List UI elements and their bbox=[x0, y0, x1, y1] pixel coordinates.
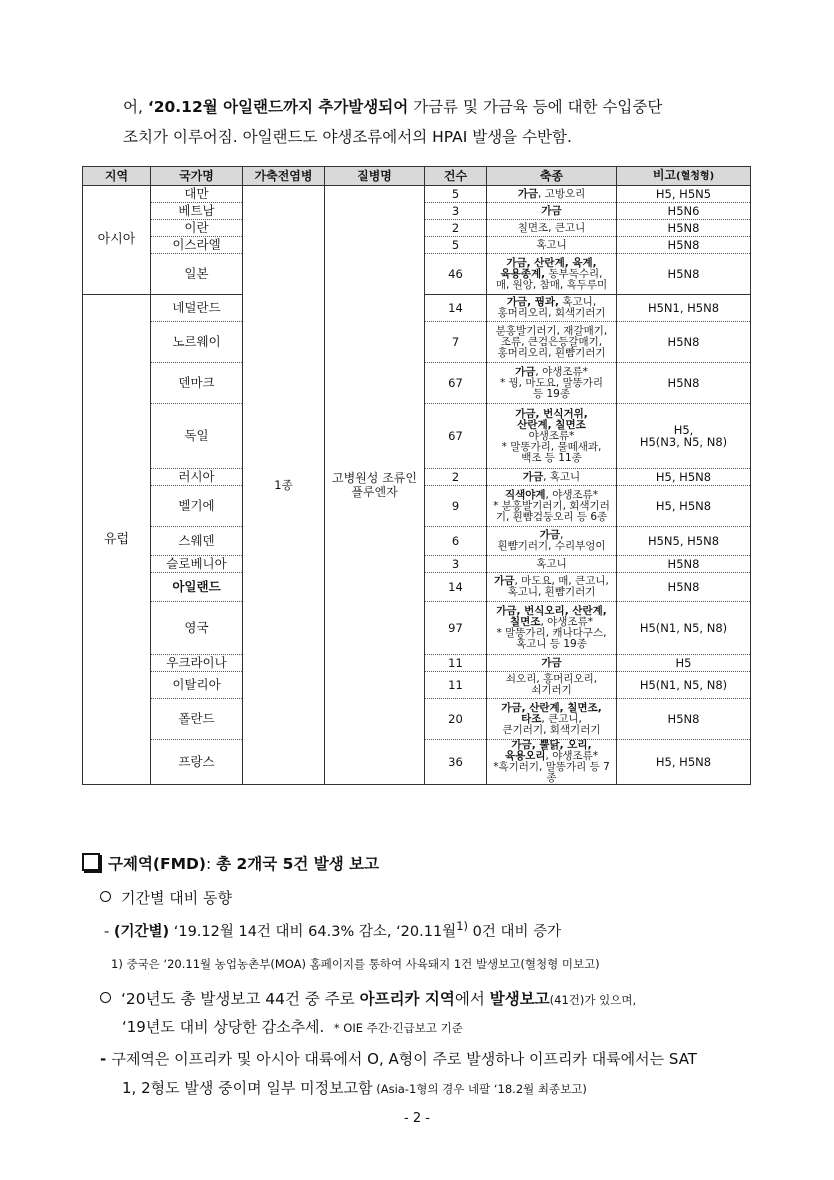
note-cell: H5 bbox=[617, 655, 751, 672]
species-cell: 칠면조, 큰고니 bbox=[487, 220, 617, 237]
period-text: 0건 대비 증가 bbox=[468, 923, 562, 940]
p3-line1-text: 구제역은 이프리카 및 아시아 대륙에서 O, A형이 주로 발생하나 이프리카 대륙에서는 SAT bbox=[111, 1050, 697, 1068]
species-cell: 가금, 뿔닭, 오리, 육용오리, 야생조류* *흑기러기, 말똥가리 등 7종 bbox=[487, 740, 617, 785]
fmd-section-title bbox=[82, 852, 379, 874]
intro-text: 어, bbox=[123, 98, 148, 116]
intro-bold-text: ‘20.12월 아일랜드까지 추가발생되어 bbox=[147, 98, 409, 116]
note-cell: H5N5, H5N8 bbox=[617, 527, 751, 556]
note-cell: H5N8 bbox=[617, 237, 751, 254]
fmd-title-summary: 총 2개국 5건 발생 보고 bbox=[216, 855, 380, 873]
species-cell: 가금 bbox=[487, 203, 617, 220]
species-cell: 가금 bbox=[487, 655, 617, 672]
country-cell: 폴란드 bbox=[151, 699, 243, 740]
country-cell: 네덜란드 bbox=[151, 295, 243, 322]
note-cell: H5, H5N8 bbox=[617, 469, 751, 486]
dash-bullet: - bbox=[104, 923, 114, 940]
count-cell: 3 bbox=[425, 203, 487, 220]
footnote-ref: 1) bbox=[456, 919, 469, 933]
header-disease-category: 가축전염병 bbox=[243, 167, 325, 186]
count-cell: 7 bbox=[425, 322, 487, 363]
count-cell: 67 bbox=[425, 363, 487, 404]
country-cell: 이란 bbox=[151, 220, 243, 237]
circle-bullet-icon bbox=[100, 992, 111, 1003]
fmd-sub-heading bbox=[100, 887, 232, 908]
count-cell: 5 bbox=[425, 186, 487, 203]
fmd-paragraph-3 bbox=[100, 1048, 697, 1069]
species-cell: 가금, 산란계, 칠면조, 타조, 큰고니, 큰기러기, 회색기러기 bbox=[487, 699, 617, 740]
disease-category-cell: 1종 bbox=[243, 186, 325, 785]
p2-line2-text: ‘19년도 대비 상당한 감소추세. bbox=[122, 1018, 325, 1036]
note-cell: H5, H5N8 bbox=[617, 740, 751, 785]
dash-bullet: - bbox=[100, 1050, 112, 1068]
table-header-row bbox=[83, 167, 751, 186]
p3-line2-note: (Asia-1형의 경우 네팔 ‘18.2월 최종보고) bbox=[372, 1082, 587, 1096]
note-cell: H5(N1, N5, N8) bbox=[617, 602, 751, 655]
header-note-label: 비고 bbox=[652, 168, 677, 182]
country-cell: 이스라엘 bbox=[151, 237, 243, 254]
note-cell: H5N8 bbox=[617, 363, 751, 404]
circle-bullet-icon bbox=[100, 891, 111, 902]
count-cell: 11 bbox=[425, 672, 487, 699]
country-cell: 슬로베니아 bbox=[151, 556, 243, 573]
fmd-paragraph-2-line2 bbox=[122, 1016, 463, 1037]
country-cell: 스웨덴 bbox=[151, 527, 243, 556]
species-cell: 가금, 혹고니 bbox=[487, 469, 617, 486]
period-text: ‘19.12월 14건 대비 64.3% 감소, ‘20.11월 bbox=[169, 923, 457, 940]
country-cell: 러시아 bbox=[151, 469, 243, 486]
intro-text: 조치가 이루어짐. 아일랜드도 야생조류에서의 HPAI 발생을 수반함. bbox=[123, 128, 572, 146]
note-cell: H5, H5N5 bbox=[617, 186, 751, 203]
note-cell: H5N8 bbox=[617, 322, 751, 363]
header-country: 국가명 bbox=[151, 167, 243, 186]
fmd-paragraph-3-line2 bbox=[122, 1077, 587, 1098]
fmd-period-line bbox=[104, 919, 561, 941]
species-cell: 쇠오리, 홍머리오리, 쇠기러기 bbox=[487, 672, 617, 699]
header-species: 축종 bbox=[487, 167, 617, 186]
fmd-title-colon: : bbox=[205, 855, 217, 873]
species-cell: 혹고니 bbox=[487, 556, 617, 573]
species-cell: 직색야계, 야생조류* * 분홍발기러기, 회색기러 기, 흰뺨검둥오리 등 6종 bbox=[487, 486, 617, 527]
note-cell: H5N8 bbox=[617, 699, 751, 740]
species-cell: 가금, 꿩과, 혹고니, 홍머리오리, 회색기러기 bbox=[487, 295, 617, 322]
species-cell: 가금, 마도요, 매, 큰고니, 혹고니, 흰뺨기러기 bbox=[487, 573, 617, 602]
species-cell: 분홍발기러기, 재갈매기, 조류, 큰검은등갈매기, 홍머리오리, 흰뺨기러기 bbox=[487, 322, 617, 363]
species-cell: 가금, 산란계, 육계, 육용종계, 동부독수리, 매, 원앙, 참매, 흑두루미 bbox=[487, 254, 617, 295]
region-cell: 유럽 bbox=[83, 295, 151, 785]
count-cell: 3 bbox=[425, 556, 487, 573]
page-number: - 2 - bbox=[404, 1111, 430, 1126]
p2-note: * OIE 주간·긴급보고 기준 bbox=[333, 1021, 463, 1035]
p2-text: 에서 bbox=[454, 990, 490, 1008]
count-cell: 5 bbox=[425, 237, 487, 254]
header-note bbox=[617, 167, 751, 186]
p3-line2-text: 1, 2형도 발생 중이며 일부 미정보고함 bbox=[122, 1079, 373, 1097]
note-cell: H5N8 bbox=[617, 573, 751, 602]
note-cell: H5N1, H5N8 bbox=[617, 295, 751, 322]
note-cell: H5N6 bbox=[617, 203, 751, 220]
p2-bold-africa: 아프리카 지역 bbox=[359, 990, 455, 1008]
country-cell: 영국 bbox=[151, 602, 243, 655]
disease-name-cell: 고병원성 조류인플루엔자 bbox=[325, 186, 425, 785]
footnote: 1) 중국은 ‘20.11월 농업농촌부(MOA) 홈페이지를 통하여 사육돼지 1건 발생보고(혈청형 미보고) bbox=[111, 957, 600, 971]
count-cell: 20 bbox=[425, 699, 487, 740]
header-note-suffix: (혈청형) bbox=[676, 171, 715, 182]
country-cell: 일본 bbox=[151, 254, 243, 295]
species-cell: 가금, 야생조류* * 꿩, 마도요, 말똥가리 등 19종 bbox=[487, 363, 617, 404]
count-cell: 67 bbox=[425, 404, 487, 469]
note-cell: H5, H5N8 bbox=[617, 486, 751, 527]
species-cell: 가금, 번식거위, 산란계, 칠면조 야생조류* * 말똥가리, 물떼새과, 백조 등 11종 bbox=[487, 404, 617, 469]
hpai-table bbox=[82, 166, 751, 785]
count-cell: 14 bbox=[425, 295, 487, 322]
table-row bbox=[83, 186, 751, 203]
count-cell: 2 bbox=[425, 220, 487, 237]
country-cell: 우크라이나 bbox=[151, 655, 243, 672]
count-cell: 11 bbox=[425, 655, 487, 672]
header-disease-name: 질병명 bbox=[325, 167, 425, 186]
p2-text: (41건)가 있으며, bbox=[549, 993, 637, 1007]
header-region: 지역 bbox=[83, 167, 151, 186]
header-count: 건수 bbox=[425, 167, 487, 186]
species-cell: 가금, 흰뺨기러기, 수리부엉이 bbox=[487, 527, 617, 556]
intro-paragraph bbox=[123, 92, 763, 152]
count-cell: 97 bbox=[425, 602, 487, 655]
region-cell: 아시아 bbox=[83, 186, 151, 295]
count-cell: 6 bbox=[425, 527, 487, 556]
country-cell: 베트남 bbox=[151, 203, 243, 220]
intro-text: 가금류 및 가금육 등에 대한 수입중단 bbox=[408, 98, 663, 116]
species-cell: 가금, 고방오리 bbox=[487, 186, 617, 203]
note-cell: H5(N1, N5, N8) bbox=[617, 672, 751, 699]
count-cell: 9 bbox=[425, 486, 487, 527]
checkbox-square-icon bbox=[82, 853, 100, 871]
country-cell: 덴마크 bbox=[151, 363, 243, 404]
country-cell: 아일랜드 bbox=[151, 573, 243, 602]
count-cell: 14 bbox=[425, 573, 487, 602]
country-cell: 노르웨이 bbox=[151, 322, 243, 363]
sub-heading-text: 기간별 대비 동향 bbox=[121, 889, 232, 907]
count-cell: 36 bbox=[425, 740, 487, 785]
country-cell: 벨기에 bbox=[151, 486, 243, 527]
note-cell: H5, H5(N3, N5, N8) bbox=[617, 404, 751, 469]
count-cell: 46 bbox=[425, 254, 487, 295]
country-cell: 대만 bbox=[151, 186, 243, 203]
species-cell: 가금, 번식오리, 산란계, 칠면조, 야생조류* * 말똥가리, 캐나다구스, 혹고니 등 19종 bbox=[487, 602, 617, 655]
p2-bold-report: 발생보고 bbox=[489, 990, 550, 1008]
species-cell: 혹고니 bbox=[487, 237, 617, 254]
period-label: (기간별) bbox=[113, 923, 170, 940]
country-cell: 독일 bbox=[151, 404, 243, 469]
note-cell: H5N8 bbox=[617, 556, 751, 573]
p2-text: ‘20년도 총 발생보고 44건 중 주로 bbox=[121, 990, 360, 1008]
country-cell: 프랑스 bbox=[151, 740, 243, 785]
note-cell: H5N8 bbox=[617, 254, 751, 295]
fmd-paragraph-2 bbox=[100, 987, 636, 1009]
country-cell: 이탈리아 bbox=[151, 672, 243, 699]
count-cell: 2 bbox=[425, 469, 487, 486]
note-cell: H5N8 bbox=[617, 220, 751, 237]
fmd-title-label: 구제역(FMD) bbox=[108, 855, 206, 873]
